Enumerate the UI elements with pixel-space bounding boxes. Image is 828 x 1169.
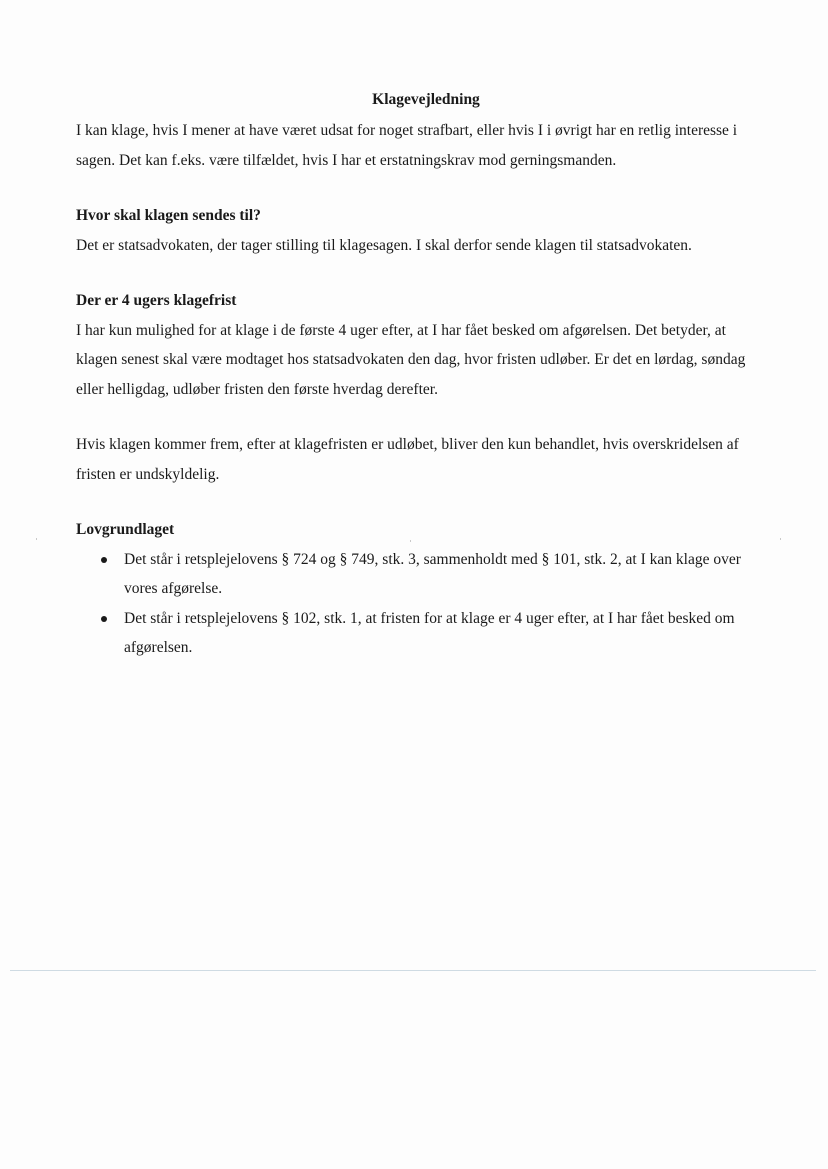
spacer — [76, 175, 766, 201]
intro-paragraph: I kan klage, hvis I mener at have været udsat for noget strafbart, eller hvis I i øvrigt har en retlig interesse i sagen. Det kan f.eks. være tilfældet, hvis I har et erstatningskrav mod gerningsmanden. — [76, 122, 738, 169]
scan-artifact-line — [10, 970, 816, 971]
section-text-late-complaint: Hvis klagen kommer frem, efter at klagefristen er udløbet, bliver den kun behandlet, hvis overskridelsen af fristen er undskyldelig. — [76, 436, 739, 483]
spacer — [76, 260, 766, 286]
bullet-icon — [101, 616, 107, 622]
list-item-text: Det står i retsplejelovens § 724 og § 749, stk. 3, sammenholdt med § 101, stk. 2, at I kan klage over vores afgørelse. — [124, 550, 741, 597]
list-item-text: Det står i retsplejelovens § 102, stk. 1, at fristen for at klage er 4 uger efter, at I har fået besked om afgørelsen. — [124, 609, 735, 656]
spacer — [76, 489, 766, 515]
list-item — [76, 545, 766, 604]
document-body — [76, 88, 766, 663]
document-title: Klagevejledning — [372, 91, 480, 108]
scan-speck — [410, 540, 411, 542]
section-heading-deadline: Der er 4 ugers klagefrist — [76, 292, 237, 309]
legal-basis-list — [76, 545, 766, 663]
scan-speck — [36, 538, 37, 540]
section-text-deadline: I har kun mulighed for at klage i de første 4 uger efter, at I har fået besked om afgørelsen. Det betyder, at klagen senest skal være modtaget hos statsadvokaten den dag, hvor fristen udløber. Er det en lørdag, søndag eller helligdag, udløber fristen den første hverdag derefter. — [76, 321, 746, 398]
spacer — [76, 404, 766, 430]
bullet-icon — [101, 557, 107, 563]
section-heading-recipient: Hvor skal klagen sendes til? — [76, 207, 261, 224]
section-heading-legal-basis: Lovgrundlaget — [76, 521, 175, 538]
list-item — [76, 604, 766, 663]
section-text-recipient: Det er statsadvokaten, der tager stilling til klagesagen. I skal derfor sende klagen til statsadvokaten. — [76, 236, 692, 254]
scan-speck — [780, 538, 781, 540]
